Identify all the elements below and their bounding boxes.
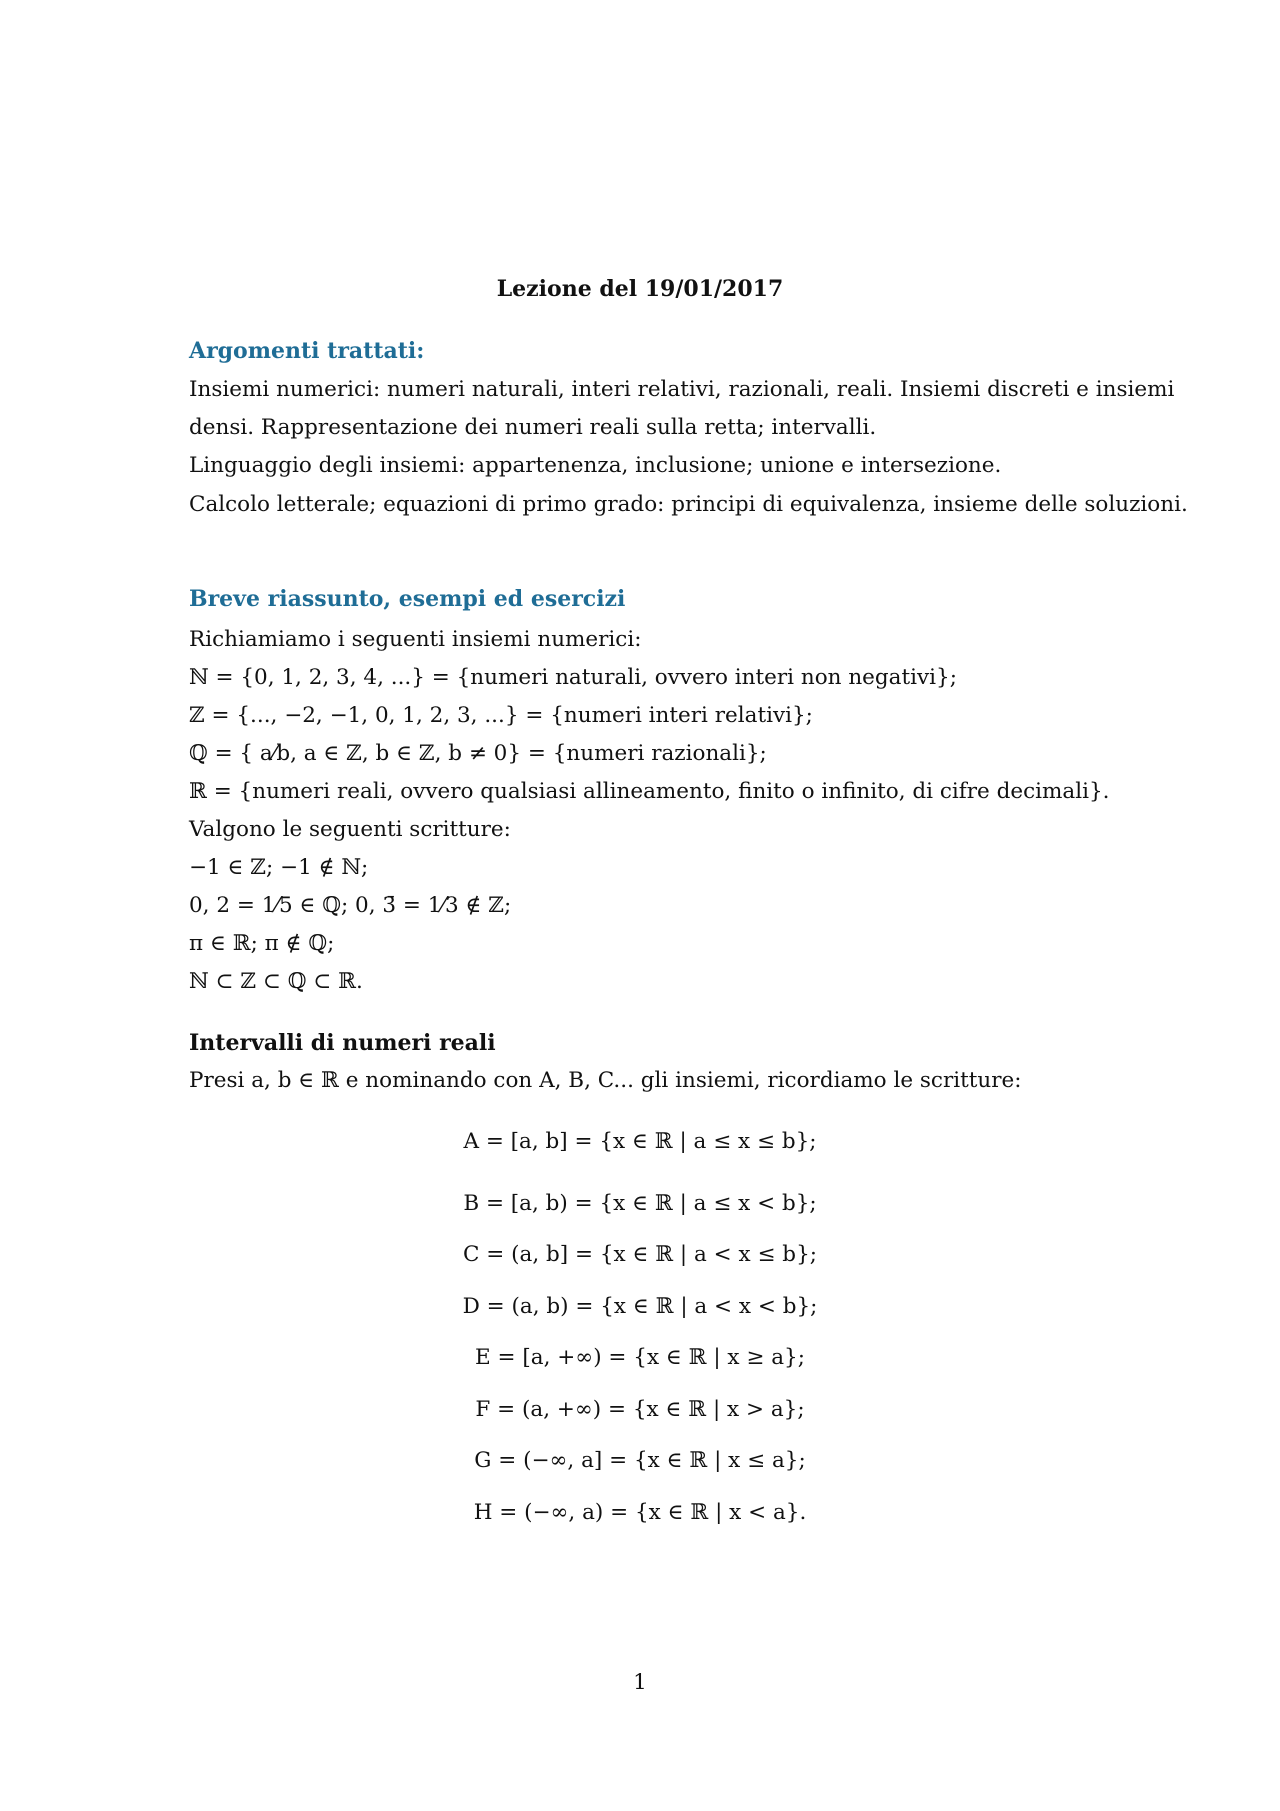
set-definition-naturals: ℕ = {0, 1, 2, 3, 4, ...} = {numeri naturali, ovvero interi non negativi};	[189, 665, 957, 690]
heading-argomenti-trattati: Argomenti trattati:	[189, 338, 425, 364]
page-number: 1	[633, 1670, 647, 1695]
heading-intervalli: Intervalli di numeri reali	[189, 1030, 496, 1056]
set-definition-reals: ℝ = {numeri reali, ovvero qualsiasi allineamento, finito o infinito, di cifre decimali}.	[189, 779, 1110, 804]
document-title: Lezione del 19/01/2017	[496, 276, 784, 302]
interval-equation: G = (−∞, a] = {x ∈ ℝ | x ≤ a};	[474, 1448, 806, 1473]
heading-breve-riassunto: Breve riassunto, esempi ed esercizi	[189, 586, 626, 612]
paragraph-line: densi. Rappresentazione dei numeri reali sulla retta; intervalli.	[189, 415, 877, 440]
interval-equation: D = (a, b) = {x ∈ ℝ | a < x < b};	[462, 1294, 818, 1319]
paragraph-line: Valgono le seguenti scritture:	[189, 817, 511, 842]
membership-example: π ∈ ℝ; π ∉ ℚ;	[189, 931, 335, 956]
membership-example: −1 ∈ ℤ; −1 ∉ ℕ;	[189, 855, 369, 880]
paragraph-line: Richiamiamo i seguenti insiemi numerici:	[189, 627, 642, 652]
interval-equation: A = [a, b] = {x ∈ ℝ | a ≤ x ≤ b};	[463, 1129, 817, 1154]
paragraph-line: Presi a, b ∈ ℝ e nominando con A, B, C... gli insiemi, ricordiamo le scritture:	[189, 1068, 1022, 1093]
interval-equation: C = (a, b] = {x ∈ ℝ | a < x ≤ b};	[462, 1242, 817, 1267]
set-definition-integers: ℤ = {..., −2, −1, 0, 1, 2, 3, ...} = {numeri interi relativi};	[189, 703, 813, 728]
interval-equation: F = (a, +∞) = {x ∈ ℝ | x > a};	[475, 1397, 805, 1422]
interval-equation: B = [a, b) = {x ∈ ℝ | a ≤ x < b};	[463, 1191, 817, 1216]
set-definition-rationals: ℚ = { a⁄b, a ∈ ℤ, b ∈ ℤ, b ≠ 0} = {numeri razionali};	[189, 741, 767, 766]
membership-example: 0, 2 = 1⁄5 ∈ ℚ; 0, 3̄ = 1⁄3 ∉ ℤ;	[189, 893, 512, 918]
paragraph-line: Linguaggio degli insiemi: appartenenza, inclusione; unione e intersezione.	[189, 453, 1002, 478]
interval-equation: E = [a, +∞) = {x ∈ ℝ | x ≥ a};	[475, 1345, 805, 1370]
paragraph-line: Insiemi numerici: numeri naturali, interi relativi, razionali, reali. Insiemi discreti e insiemi	[189, 377, 1175, 402]
interval-equation: H = (−∞, a) = {x ∈ ℝ | x < a}.	[473, 1500, 807, 1525]
inclusion-chain: ℕ ⊂ ℤ ⊂ ℚ ⊂ ℝ.	[189, 969, 363, 994]
paragraph-line: Calcolo letterale; equazioni di primo grado: principi di equivalenza, insieme delle soluzioni.	[189, 492, 1188, 517]
